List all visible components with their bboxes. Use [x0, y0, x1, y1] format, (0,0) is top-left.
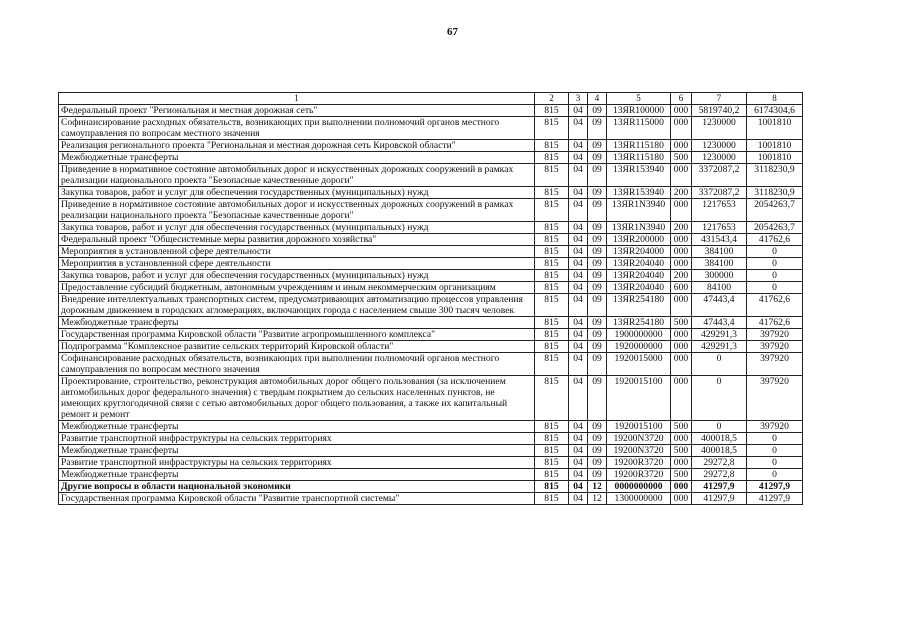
- target-article-cell: 13ЯR204040: [607, 282, 671, 294]
- subsection-cell: 09: [588, 105, 607, 117]
- expense-type-cell: 000: [671, 258, 692, 270]
- section-cell: 04: [569, 152, 588, 164]
- row-name-cell: Проектирование, строительство, реконструкция автомобильных дорог общего пользования (за исключением автомобильных дорог федерального значения) с твердым покрытием до сельских населенных пунктов, не имеющих круглогодичной связи с сетью автомобильных дорог общего пользования, а также их капитальный ремонт и ремонт: [59, 376, 535, 421]
- row-name-cell: Закупка товаров, работ и услуг для обеспечения государственных (муниципальных) нужд: [59, 270, 535, 282]
- row-name-cell: Приведение в нормативное состояние автомобильных дорог и искусственных дорожных сооружений в рамках реализации национального проекта "Безопасные качественные дороги": [59, 199, 535, 222]
- expense-type-cell: 000: [671, 140, 692, 152]
- expense-type-cell: 000: [671, 341, 692, 353]
- ministry-code-cell: 815: [535, 199, 569, 222]
- section-cell: 04: [569, 469, 588, 481]
- ministry-code-cell: 815: [535, 187, 569, 199]
- column-header: 4: [588, 93, 607, 105]
- amount-year1-cell: 29272,8: [692, 457, 747, 469]
- section-cell: 04: [569, 493, 588, 505]
- expense-type-cell: 000: [671, 199, 692, 222]
- target-article-cell: 1920015000: [607, 353, 671, 376]
- amount-year2-cell: 0: [747, 469, 803, 481]
- table-row: [59, 222, 803, 234]
- target-article-cell: 19200R3720: [607, 469, 671, 481]
- ministry-code-cell: 815: [535, 329, 569, 341]
- amount-year1-cell: 47443,4: [692, 294, 747, 317]
- page-number: 67: [447, 26, 458, 38]
- table-row: [59, 376, 803, 421]
- table-row: [59, 329, 803, 341]
- row-name-cell: Мероприятия в установленной сфере деятельности: [59, 258, 535, 270]
- column-header: 2: [535, 93, 569, 105]
- amount-year1-cell: 1230000: [692, 140, 747, 152]
- target-article-cell: 13ЯR115180: [607, 152, 671, 164]
- section-cell: 04: [569, 246, 588, 258]
- row-name-cell: Межбюджетные трансферты: [59, 152, 535, 164]
- row-name-cell: Межбюджетные трансферты: [59, 317, 535, 329]
- amount-year2-cell: 0: [747, 246, 803, 258]
- expense-type-cell: 500: [671, 445, 692, 457]
- section-cell: 04: [569, 270, 588, 282]
- ministry-code-cell: 815: [535, 341, 569, 353]
- amount-year2-cell: 2054263,7: [747, 222, 803, 234]
- section-cell: 04: [569, 164, 588, 187]
- row-name-cell: Мероприятия в установленной сфере деятельности: [59, 246, 535, 258]
- expense-type-cell: 000: [671, 376, 692, 421]
- subsection-cell: 09: [588, 164, 607, 187]
- amount-year2-cell: 2054263,7: [747, 199, 803, 222]
- amount-year2-cell: 397920: [747, 329, 803, 341]
- row-name-cell: Предоставление субсидий бюджетным, автономным учреждениям и иным некоммерческим организациям: [59, 282, 535, 294]
- expense-type-cell: 600: [671, 282, 692, 294]
- section-cell: 04: [569, 481, 588, 493]
- row-name-cell: Закупка товаров, работ и услуг для обеспечения государственных (муниципальных) нужд: [59, 222, 535, 234]
- section-cell: 04: [569, 445, 588, 457]
- ministry-code-cell: 815: [535, 421, 569, 433]
- amount-year2-cell: 41762,6: [747, 294, 803, 317]
- row-name-cell: Государственная программа Кировской области "Развитие агропромышленного комплекса": [59, 329, 535, 341]
- ministry-code-cell: 815: [535, 234, 569, 246]
- amount-year1-cell: 47443,4: [692, 317, 747, 329]
- target-article-cell: 13ЯR200000: [607, 234, 671, 246]
- ministry-code-cell: 815: [535, 140, 569, 152]
- row-name-cell: Софинансирование расходных обязательств, возникающих при выполнении полномочий органов местного самоуправления по вопросам местного значения: [59, 117, 535, 140]
- ministry-code-cell: 815: [535, 105, 569, 117]
- amount-year2-cell: 1001810: [747, 152, 803, 164]
- table-row: [59, 317, 803, 329]
- column-header: 7: [692, 93, 747, 105]
- subsection-cell: 12: [588, 481, 607, 493]
- section-cell: 04: [569, 457, 588, 469]
- section-cell: 04: [569, 353, 588, 376]
- section-cell: 04: [569, 117, 588, 140]
- subsection-cell: 09: [588, 294, 607, 317]
- expense-type-cell: 000: [671, 234, 692, 246]
- expense-type-cell: 000: [671, 164, 692, 187]
- target-article-cell: 13ЯR100000: [607, 105, 671, 117]
- row-name-cell: Подпрограмма "Комплексное развитие сельских территорий Кировской области": [59, 341, 535, 353]
- amount-year2-cell: 397920: [747, 353, 803, 376]
- subsection-cell: 09: [588, 199, 607, 222]
- column-header: 1: [59, 93, 535, 105]
- section-cell: 04: [569, 421, 588, 433]
- amount-year2-cell: 0: [747, 457, 803, 469]
- table-row: [59, 457, 803, 469]
- row-name-cell: Межбюджетные трансферты: [59, 421, 535, 433]
- table-row: [59, 187, 803, 199]
- expense-type-cell: 500: [671, 317, 692, 329]
- row-name-cell: Другие вопросы в области национальной экономики: [59, 481, 535, 493]
- target-article-cell: 13ЯR153940: [607, 187, 671, 199]
- section-cell: 04: [569, 433, 588, 445]
- subsection-cell: 09: [588, 270, 607, 282]
- target-article-cell: 1920015100: [607, 421, 671, 433]
- target-article-cell: 0000000000: [607, 481, 671, 493]
- ministry-code-cell: 815: [535, 246, 569, 258]
- table-row: [59, 152, 803, 164]
- section-cell: 04: [569, 294, 588, 317]
- amount-year2-cell: 41297,9: [747, 493, 803, 505]
- amount-year1-cell: 384100: [692, 258, 747, 270]
- amount-year2-cell: 397920: [747, 421, 803, 433]
- ministry-code-cell: 815: [535, 270, 569, 282]
- amount-year1-cell: 3372087,2: [692, 164, 747, 187]
- amount-year1-cell: 400018,5: [692, 433, 747, 445]
- target-article-cell: 1920000000: [607, 341, 671, 353]
- subsection-cell: 12: [588, 493, 607, 505]
- ministry-code-cell: 815: [535, 353, 569, 376]
- subsection-cell: 09: [588, 117, 607, 140]
- amount-year1-cell: 384100: [692, 246, 747, 258]
- table-row: [59, 481, 803, 493]
- expense-type-cell: 000: [671, 246, 692, 258]
- amount-year2-cell: 0: [747, 433, 803, 445]
- subsection-cell: 09: [588, 433, 607, 445]
- amount-year2-cell: 1001810: [747, 140, 803, 152]
- amount-year2-cell: 0: [747, 258, 803, 270]
- table-row: [59, 164, 803, 187]
- subsection-cell: 09: [588, 222, 607, 234]
- ministry-code-cell: 815: [535, 258, 569, 270]
- subsection-cell: 09: [588, 353, 607, 376]
- expense-type-cell: 000: [671, 294, 692, 317]
- subsection-cell: 09: [588, 234, 607, 246]
- amount-year1-cell: 1230000: [692, 152, 747, 164]
- expense-type-cell: 000: [671, 433, 692, 445]
- amount-year1-cell: 431543,4: [692, 234, 747, 246]
- amount-year1-cell: 429291,3: [692, 341, 747, 353]
- section-cell: 04: [569, 234, 588, 246]
- table-row: [59, 421, 803, 433]
- target-article-cell: 13ЯR204040: [607, 270, 671, 282]
- target-article-cell: 13ЯR115000: [607, 117, 671, 140]
- section-cell: 04: [569, 376, 588, 421]
- row-name-cell: Государственная программа Кировской области "Развитие транспортной системы": [59, 493, 535, 505]
- amount-year1-cell: 429291,3: [692, 329, 747, 341]
- subsection-cell: 09: [588, 317, 607, 329]
- amount-year1-cell: 400018,5: [692, 445, 747, 457]
- subsection-cell: 09: [588, 140, 607, 152]
- expense-type-cell: 000: [671, 481, 692, 493]
- expense-type-cell: 200: [671, 222, 692, 234]
- ministry-code-cell: 815: [535, 282, 569, 294]
- amount-year2-cell: 41297,9: [747, 481, 803, 493]
- row-name-cell: Софинансирование расходных обязательств, возникающих при выполнении полномочий органов местного самоуправления по вопросам местного значения: [59, 353, 535, 376]
- amount-year2-cell: 3118230,9: [747, 164, 803, 187]
- ministry-code-cell: 815: [535, 317, 569, 329]
- ministry-code-cell: 815: [535, 445, 569, 457]
- ministry-code-cell: 815: [535, 164, 569, 187]
- row-name-cell: Федеральный проект "Региональная и местная дорожная сеть": [59, 105, 535, 117]
- row-name-cell: Развитие транспортной инфраструктуры на сельских территориях: [59, 457, 535, 469]
- row-name-cell: Межбюджетные трансферты: [59, 469, 535, 481]
- target-article-cell: 13ЯR1N3940: [607, 199, 671, 222]
- ministry-code-cell: 815: [535, 457, 569, 469]
- expense-type-cell: 200: [671, 187, 692, 199]
- amount-year2-cell: 1001810: [747, 117, 803, 140]
- target-article-cell: 19200N3720: [607, 433, 671, 445]
- amount-year2-cell: 3118230,9: [747, 187, 803, 199]
- table-row: [59, 353, 803, 376]
- target-article-cell: 13ЯR115180: [607, 140, 671, 152]
- amount-year2-cell: 0: [747, 445, 803, 457]
- target-article-cell: 1900000000: [607, 329, 671, 341]
- amount-year2-cell: 6174304,6: [747, 105, 803, 117]
- section-cell: 04: [569, 282, 588, 294]
- section-cell: 04: [569, 187, 588, 199]
- amount-year1-cell: 1217653: [692, 222, 747, 234]
- amount-year1-cell: 300000: [692, 270, 747, 282]
- subsection-cell: 09: [588, 469, 607, 481]
- ministry-code-cell: 815: [535, 294, 569, 317]
- amount-year1-cell: 84100: [692, 282, 747, 294]
- amount-year1-cell: 1217653: [692, 199, 747, 222]
- amount-year1-cell: 1230000: [692, 117, 747, 140]
- amount-year2-cell: 397920: [747, 376, 803, 421]
- row-name-cell: Закупка товаров, работ и услуг для обеспечения государственных (муниципальных) нужд: [59, 187, 535, 199]
- amount-year2-cell: 41762,6: [747, 234, 803, 246]
- expense-type-cell: 500: [671, 152, 692, 164]
- column-header: 8: [747, 93, 803, 105]
- subsection-cell: 09: [588, 341, 607, 353]
- table-row: [59, 282, 803, 294]
- section-cell: 04: [569, 341, 588, 353]
- table-row: [59, 258, 803, 270]
- target-article-cell: 19200R3720: [607, 457, 671, 469]
- subsection-cell: 09: [588, 246, 607, 258]
- expense-type-cell: 500: [671, 469, 692, 481]
- table-row: [59, 445, 803, 457]
- subsection-cell: 09: [588, 282, 607, 294]
- subsection-cell: 09: [588, 329, 607, 341]
- section-cell: 04: [569, 140, 588, 152]
- section-cell: 04: [569, 199, 588, 222]
- expense-type-cell: 000: [671, 457, 692, 469]
- row-name-cell: Реализация регионального проекта "Региональная и местная дорожная сеть Кировской области": [59, 140, 535, 152]
- amount-year1-cell: 41297,9: [692, 493, 747, 505]
- table-row: [59, 199, 803, 222]
- amount-year2-cell: 0: [747, 282, 803, 294]
- section-cell: 04: [569, 105, 588, 117]
- target-article-cell: 13ЯR204040: [607, 258, 671, 270]
- row-name-cell: Федеральный проект "Общесистемные меры развития дорожного хозяйства": [59, 234, 535, 246]
- subsection-cell: 09: [588, 445, 607, 457]
- subsection-cell: 09: [588, 152, 607, 164]
- section-cell: 04: [569, 329, 588, 341]
- ministry-code-cell: 815: [535, 152, 569, 164]
- subsection-cell: 09: [588, 376, 607, 421]
- table-row: [59, 469, 803, 481]
- table-row: [59, 433, 803, 445]
- target-article-cell: 13ЯR254180: [607, 317, 671, 329]
- subsection-cell: 09: [588, 258, 607, 270]
- target-article-cell: 1920015100: [607, 376, 671, 421]
- expense-type-cell: 500: [671, 421, 692, 433]
- amount-year2-cell: 397920: [747, 341, 803, 353]
- expense-type-cell: 000: [671, 493, 692, 505]
- row-name-cell: Развитие транспортной инфраструктуры на сельских территориях: [59, 433, 535, 445]
- column-header: 5: [607, 93, 671, 105]
- ministry-code-cell: 815: [535, 481, 569, 493]
- expense-type-cell: 000: [671, 329, 692, 341]
- target-article-cell: 13ЯR254180: [607, 294, 671, 317]
- ministry-code-cell: 815: [535, 222, 569, 234]
- target-article-cell: 13ЯR153940: [607, 164, 671, 187]
- row-name-cell: Внедрение интеллектуальных транспортных систем, предусматривающих автоматизацию процессов управления дорожным движением в городских агломерациях, включающих города с населением свыше 300 тысяч человек: [59, 294, 535, 317]
- column-header: 6: [671, 93, 692, 105]
- row-name-cell: Приведение в нормативное состояние автомобильных дорог и искусственных дорожных сооружений в рамках реализации национального проекта "Безопасные качественные дороги": [59, 164, 535, 187]
- amount-year1-cell: 41297,9: [692, 481, 747, 493]
- amount-year1-cell: 0: [692, 421, 747, 433]
- amount-year1-cell: 0: [692, 376, 747, 421]
- target-article-cell: 13ЯR1N3940: [607, 222, 671, 234]
- expense-type-cell: 000: [671, 105, 692, 117]
- ministry-code-cell: 815: [535, 493, 569, 505]
- amount-year1-cell: 5819740,2: [692, 105, 747, 117]
- table-row: [59, 117, 803, 140]
- budget-table: [58, 92, 803, 505]
- table-row: [59, 105, 803, 117]
- amount-year1-cell: 0: [692, 353, 747, 376]
- section-cell: 04: [569, 317, 588, 329]
- subsection-cell: 09: [588, 187, 607, 199]
- target-article-cell: 1300000000: [607, 493, 671, 505]
- amount-year2-cell: 41762,6: [747, 317, 803, 329]
- subsection-cell: 09: [588, 457, 607, 469]
- table-row: [59, 140, 803, 152]
- subsection-cell: 09: [588, 421, 607, 433]
- table-row: [59, 341, 803, 353]
- ministry-code-cell: 815: [535, 433, 569, 445]
- amount-year1-cell: 29272,8: [692, 469, 747, 481]
- expense-type-cell: 000: [671, 353, 692, 376]
- amount-year1-cell: 3372087,2: [692, 187, 747, 199]
- target-article-cell: 19200N3720: [607, 445, 671, 457]
- ministry-code-cell: 815: [535, 469, 569, 481]
- section-cell: 04: [569, 258, 588, 270]
- column-header: 3: [569, 93, 588, 105]
- amount-year2-cell: 0: [747, 270, 803, 282]
- table-row: [59, 493, 803, 505]
- table-header-row: [59, 93, 803, 105]
- expense-type-cell: 200: [671, 270, 692, 282]
- target-article-cell: 13ЯR204000: [607, 246, 671, 258]
- ministry-code-cell: 815: [535, 117, 569, 140]
- table-row: [59, 270, 803, 282]
- section-cell: 04: [569, 222, 588, 234]
- table-row: [59, 294, 803, 317]
- ministry-code-cell: 815: [535, 376, 569, 421]
- table-row: [59, 234, 803, 246]
- expense-type-cell: 000: [671, 117, 692, 140]
- row-name-cell: Межбюджетные трансферты: [59, 445, 535, 457]
- table-row: [59, 246, 803, 258]
